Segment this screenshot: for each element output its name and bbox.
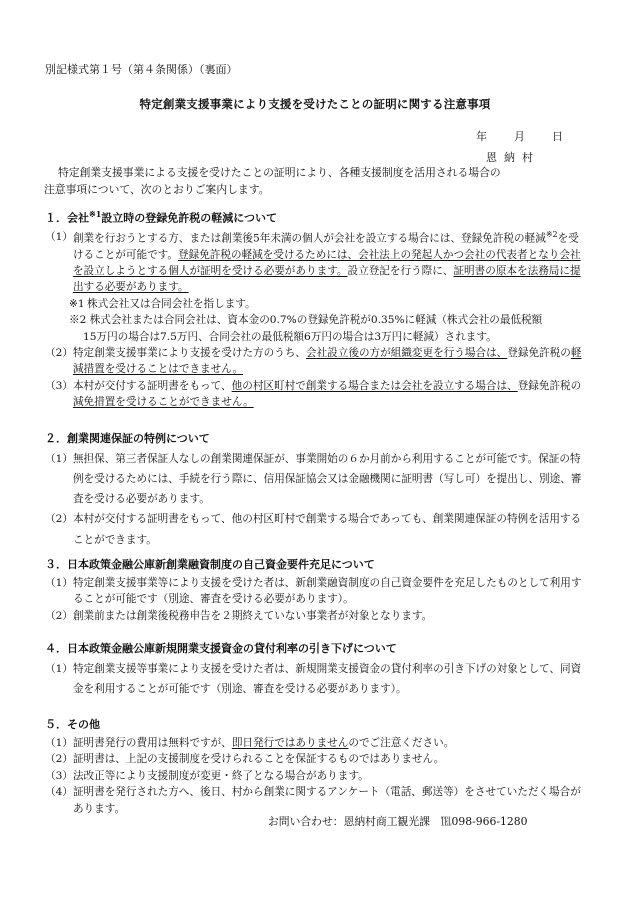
contact-info: お問い合わせ：恩納村商工観光課 ℡098-966-1280 — [268, 815, 528, 828]
section-5 — [45, 716, 585, 817]
date-day: 日 — [552, 130, 563, 143]
list-item: （2） 証明書は、上記の支援制度を受けられることを保証するものではありません。 — [45, 753, 445, 766]
section-3 — [45, 556, 585, 624]
date-month: 月 — [514, 130, 525, 143]
date-year: 年 — [476, 130, 487, 143]
note-1: ※1 株式会社又は合同会社を指します。 — [69, 297, 256, 310]
section-4-heading: ４．日本政策金融公庫新規開業支援資金の貸付利率の引き下げについて — [45, 642, 397, 655]
date-line — [476, 128, 563, 145]
list-item: （1） 証明書発行の費用は無料ですが、即日発行ではありませんのでご注意ください。 — [45, 737, 455, 750]
section-2 — [45, 430, 585, 550]
list-item: （2） 特定創業支援事業により支援を受けた方のうち、会社設立後の方が組織変更を行う場合は、登録免許税の軽減措置を受けることはできません。 — [45, 347, 582, 376]
list-item: （3） 本村が交付する証明書をもって、他の村区町村で創業する場合または会社を設立する場合は、登録免許税の減免措置を受けることができません。 — [45, 379, 582, 409]
list-item: （2） 創業前または創業後税務申告を２期終えていない事業者が対象となります。 — [45, 609, 433, 622]
section-3-heading: ３．日本政策金融公庫新創業融資制度の自己資金要件充足について — [45, 558, 375, 571]
list-item: （1） 特定創業支援等事業により支援を受けた者は、新規開業支援資金の貸付利率の引き下げの対象として、同資金を利用することが可能です（別途、審査を受ける必要があります）。 — [45, 663, 582, 696]
issuer: 恩納村 — [486, 151, 540, 164]
section-5-heading: ５．その他 — [45, 718, 100, 731]
intro — [44, 164, 578, 199]
intro-line-1: 特定創業支援事業による支援を受けたことの証明により、各種支援制度を活用される場合の — [58, 166, 501, 179]
list-item: （4） 証明書を発行された方へ、後日、村から創業に関するアンケート（電話、郵送等）をさせていただく場合があります。 — [45, 786, 581, 815]
list-item: （3） 法改正等により支援制度が変更・終了となる場合があります。 — [45, 769, 369, 782]
page-title: 特定創業支援事業により支援を受けたことの証明に関する注意事項 — [139, 97, 491, 111]
list-item: （1） 特定創業支援事業等により支援を受けた者は、新創業融資制度の自己資金要件を充足したものとして利用することが可能です（別途、審査を受ける必要があります）。 — [45, 577, 582, 606]
list-item: （1） 無担保、第三者保証人なしの創業関連保証が、事業開始の６か月前から利用することが可能です。保証の特例を受けるためには、手続を行う際に、信用保証協会又は金融機関に証明書（写し可）を提出し、別途、審査を受ける必要があります。 — [45, 453, 582, 506]
list-item: （2） 本村が交付する証明書をもって、他の村区町村で創業する場合であっても、創業関連保証の特例を活用することができます。 — [45, 513, 582, 546]
form-label: 別記様式第１号（第４条関係）（裏面） — [45, 63, 238, 76]
section-2-heading: ２．創業関連保証の特例について — [45, 432, 210, 445]
list-item: （1） 創業を行おうとする方、または創業後5年未満の個人が会社を設立する場合には、登録免許税の軽減$^{※2}$を受けることが可能です。登録免許税の軽減を受けるためには、会社法上の発起人かつ会社の代表者となり会社を設立しようとする個人が証明を受ける必要があります。設立登記を行う際に、証明書の原本を法務局に提出する必要があります。 — [45, 229, 581, 294]
section-4 — [45, 640, 585, 699]
section-1 — [45, 208, 585, 411]
intro-line-2: 注意事項について、次のとおりご案内します。 — [44, 183, 270, 197]
note-2: ※2 株式会社または合同会社は、資本金の0.7%の登録免許税が0.35%に軽減（株式会社の最低税額 15万円の場合は7.5万円、合同会社の最低税額6万円の場合は3万円に軽減）されます。 — [69, 314, 543, 343]
section-1-heading: １．会社$^{※1}$設立時の登録免許税の軽減について — [45, 209, 278, 225]
